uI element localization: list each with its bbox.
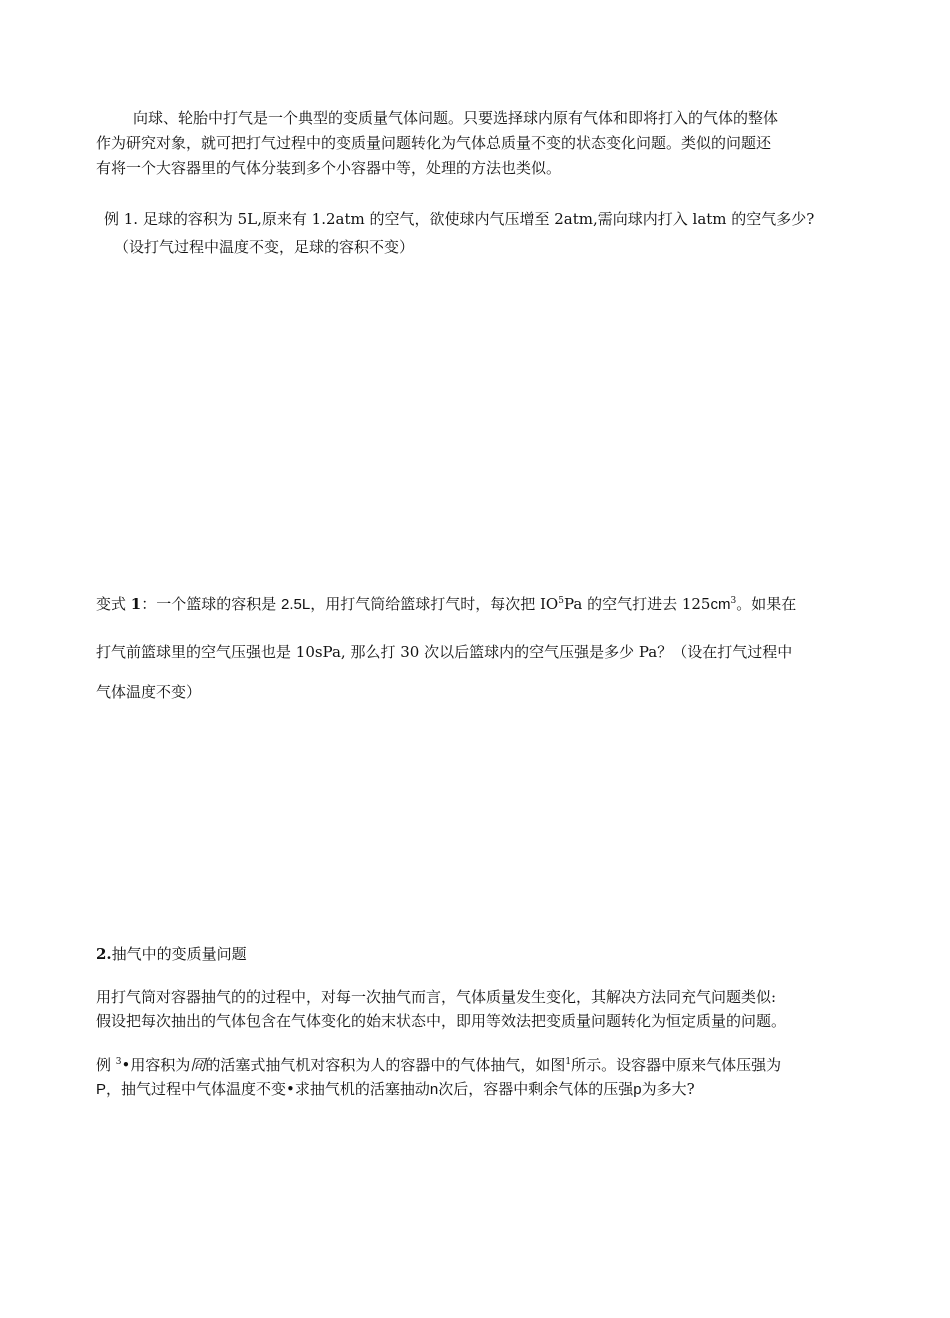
section2-heading-text: 抽气中的变质量问题 xyxy=(111,945,247,963)
example3-number: 3 xyxy=(115,1057,122,1067)
example3-symbol-P: P xyxy=(96,1081,107,1098)
example3-text-2a: ，抽气过程中气体温度不变•求抽气机的活塞抽动 xyxy=(106,1080,430,1098)
variant1-text-f: 。如果在 xyxy=(736,595,797,613)
example1-line-2: （设打气过程中温度不变，足球的容积不变） xyxy=(114,238,415,256)
example3-text-a: •用容积为 xyxy=(121,1056,191,1074)
variant1-text-d: Pa 的空气打进去 125 xyxy=(563,595,711,613)
example3-symbol-p: p xyxy=(633,1081,642,1098)
intro-line-1: 向球、轮胎中打气是一个典型的变质量气体问题。只要选择球内原有气体和即将打入的气体的整体 xyxy=(133,109,779,127)
variant1-unit-cm: cm xyxy=(710,596,731,613)
example3-text-2c: 为多大? xyxy=(641,1080,695,1098)
section2-heading xyxy=(96,942,247,967)
variant1-volume: 2.5L xyxy=(281,596,311,613)
example1-line-1 xyxy=(104,207,814,232)
section2-para-line-2: 假设把每次抽出的气体包含在气体变化的始末状态中，即用等效法把变质量问题转化为恒定质量的问题。 xyxy=(96,1012,787,1030)
example3-text-b: 的活塞式抽气机对容积为人的容器中的气体抽气，如图 xyxy=(205,1056,566,1074)
example3-text-c: 所示。设容器中原来气体压强为 xyxy=(571,1056,782,1074)
variant1-text-a: ：一个篮球的容积是 xyxy=(141,595,281,613)
intro-line-3: 有将一个大容器里的气体分装到多个小容器中等，处理的方法也类似。 xyxy=(96,159,562,177)
variant1-text-c: ，用打气筒给篮球打气时，每次把 IO xyxy=(310,595,559,613)
variant1-label-num: 1 xyxy=(130,595,142,613)
variant1-line-1 xyxy=(96,592,796,617)
example1-label: 例 1. xyxy=(104,210,139,228)
example1-text: 足球的容积为 5L,原来有 1.2atm 的空气，欲使球内气压增至 2atm,需向球内打入 latm 的空气多少? xyxy=(138,210,815,228)
example3-line-2 xyxy=(96,1077,695,1102)
example3-symbol-n: n xyxy=(429,1081,439,1098)
variant1-label-prefix: 变式 xyxy=(96,595,131,613)
intro-line-2: 作为研究对象，就可把打气过程中的变质量问题转化为气体总质量不变的状态变化问题。类似的问题还 xyxy=(96,134,772,152)
example3-line-1 xyxy=(96,1053,781,1078)
example3-text-2b: 次后，容器中剩余气体的压强 xyxy=(438,1080,634,1098)
section2-heading-num: 2. xyxy=(96,945,112,963)
variant1-exponent-2: 3 xyxy=(730,596,737,606)
variant1-line-3: 气体温度不变） xyxy=(96,683,202,701)
variant1-line-2: 打气前篮球里的空气压强也是 10sPa, 那么打 30 次以后篮球内的空气压强是多少 Pa？（设在打气过程中 xyxy=(96,643,793,661)
example3-figure-ref: 1 xyxy=(565,1057,572,1067)
example3-label: 例 xyxy=(96,1056,116,1074)
example3-italic-symbol: 冏 xyxy=(190,1056,206,1074)
variant1-exponent-1: 5 xyxy=(558,596,564,606)
section2-para-line-1: 用打气筒对容器抽气的的过程中，对每一次抽气而言，气体质量发生变化，其解决方法同充气问题类似: xyxy=(96,988,777,1006)
